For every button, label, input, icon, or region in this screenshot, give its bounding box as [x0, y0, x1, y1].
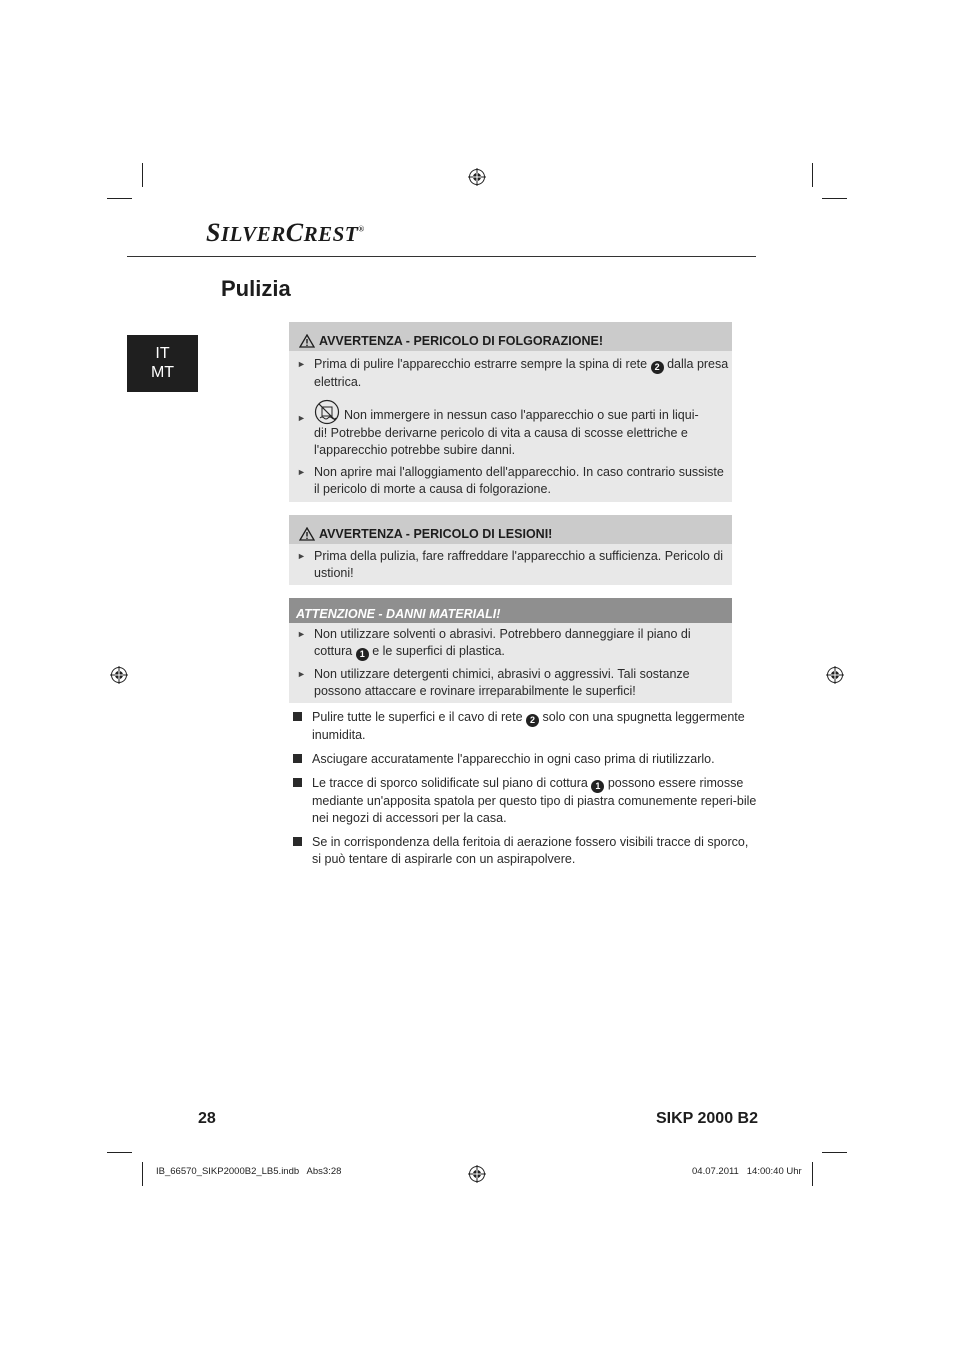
crop-mark: [142, 1162, 143, 1186]
file-name: IB_66570_SIKP2000B2_LB5.indb Abs3:28: [156, 1166, 342, 1177]
crop-mark: [107, 198, 132, 199]
crop-mark: [812, 1162, 813, 1186]
language-code-mt: MT: [150, 364, 175, 381]
caution-material-box: [289, 598, 732, 703]
arrow-bullet-icon: ►: [297, 669, 306, 679]
no-immersion-icon: [314, 399, 340, 425]
warning-electric-item: ► Prima di pulire l'apparecchio estrarre sempre la spina di rete 2 dalla presa elettrica.: [297, 357, 729, 389]
language-tab: [127, 335, 198, 392]
square-bullet-icon: [293, 778, 302, 787]
number-badge: 2: [651, 361, 664, 374]
square-bullet-icon: [293, 754, 302, 763]
page-title: Pulizia: [221, 276, 291, 301]
registration-mark-icon: [468, 1165, 486, 1183]
warning-electric-item: ► Non immergere in nessun caso l'apparecchio o sue parti in liqui- di! Potrebbe derivarne pericolo di vita a causa di scosse elettriche e l'apparecchio potrebbe subire danni.: [289, 399, 732, 459]
caution-material-item: ► Non utilizzare detergenti chimici, abrasivi o aggressivi. Tali sostanze possono attaccare e rovinare irreparabilmente le superfici!: [297, 667, 690, 698]
registration-mark-icon: [468, 168, 486, 186]
crop-mark: [822, 198, 847, 199]
number-badge: 1: [356, 648, 369, 661]
warning-triangle-icon: [299, 527, 315, 541]
number-badge: 2: [526, 714, 539, 727]
caution-material-heading: ATTENZIONE - DANNI MATERIALI!: [289, 598, 732, 623]
language-code-it: IT: [155, 345, 170, 362]
warning-electric-heading: AVVERTENZA - PERICOLO DI FOLGORAZIONE!: [289, 322, 732, 351]
instruction-step: Pulire tutte le superfici e il cavo di rete 2 solo con una spugnetta leggermente inumidita.: [289, 709, 757, 744]
arrow-bullet-icon: ►: [297, 551, 306, 561]
crop-mark: [812, 163, 813, 187]
warning-electric-item: ► Non aprire mai l'alloggiamento dell'apparecchio. In caso contrario sussiste il pericolo di morte a causa di folgorazione.: [297, 465, 724, 496]
instruction-step: Le tracce di sporco solidificate sul piano di cottura 1 possono essere rimosse mediante un'apposita spatola per questo tipo di piastra comunemente reperi-bile nei negozi di accessori per la casa.: [289, 775, 757, 827]
arrow-bullet-icon: ►: [297, 413, 306, 423]
warning-injury-heading: AVVERTENZA - PERICOLO DI LESIONI!: [289, 515, 732, 544]
arrow-bullet-icon: ►: [297, 359, 306, 369]
warning-injury-item: ► Prima della pulizia, fare raffreddare l'apparecchio a sufficienza. Pericolo di ustioni!: [297, 549, 724, 580]
page-number: 28: [198, 1110, 216, 1127]
warning-electric-box: [289, 322, 732, 502]
crop-mark: [142, 163, 143, 187]
crop-mark: [822, 1152, 847, 1153]
model-name: SIKP 2000 B2: [656, 1110, 758, 1127]
registration-mark-icon: [110, 666, 128, 684]
header-rule: [127, 256, 756, 257]
instruction-step: Asciugare accuratamente l'apparecchio in ogni caso prima di riutilizzarlo.: [289, 751, 757, 768]
warning-triangle-icon: [299, 334, 315, 348]
arrow-bullet-icon: ►: [297, 629, 306, 639]
number-badge: 1: [591, 780, 604, 793]
print-timestamp: 04.07.2011 14:00:40 Uhr: [692, 1166, 802, 1177]
caution-material-item: ► Non utilizzare solventi o abrasivi. Potrebbero danneggiare il piano di cottura 1 e le superfici di plastica.: [297, 627, 691, 659]
warning-injury-box: [289, 515, 732, 585]
square-bullet-icon: [293, 837, 302, 846]
arrow-bullet-icon: ►: [297, 467, 306, 477]
square-bullet-icon: [293, 712, 302, 721]
registration-mark-icon: [826, 666, 844, 684]
instruction-step: Se in corrispondenza della feritoia di aerazione fossero visibili tracce di sporco, si può tentare di aspirarle con un aspirapolvere.: [289, 834, 757, 868]
brand-logo: SILVERCREST®: [206, 218, 365, 247]
crop-mark: [107, 1152, 132, 1153]
